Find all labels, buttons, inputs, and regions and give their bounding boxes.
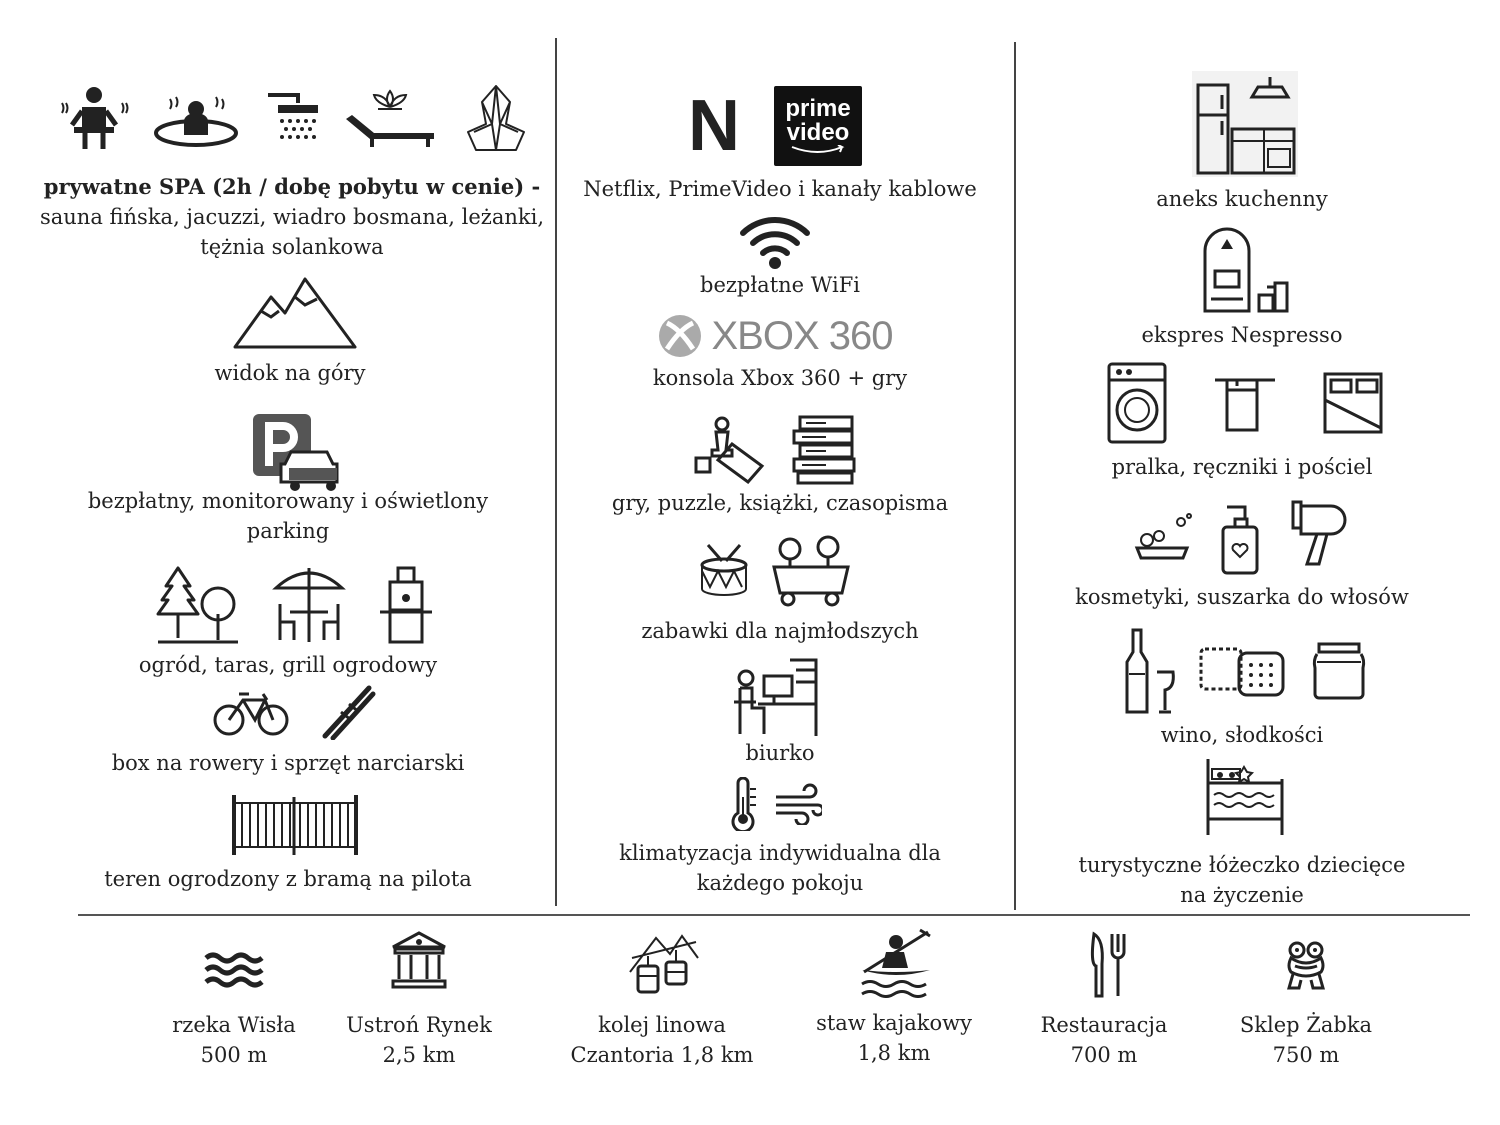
- distance-zabka: [1196, 1010, 1416, 1070]
- bedding-icon: [1321, 370, 1385, 436]
- trees-icon: [154, 564, 242, 646]
- prime-logo-line-1: prime: [785, 95, 851, 122]
- skis-icon: [319, 682, 377, 740]
- kayak-icon-wrap: [786, 928, 1006, 998]
- frog-icon-wrap: [1196, 938, 1416, 994]
- xbox-logo-text: XBOX 360: [711, 313, 893, 358]
- parking-caption-line-1: bezpłatny, monitorowany i oświetlony: [87, 489, 489, 513]
- prime-video-logo: [774, 86, 862, 166]
- spa-caption-line-2: tężnia solankowa: [200, 235, 384, 259]
- desk-icon-wrap: [560, 656, 990, 738]
- crib-caption: [962, 850, 1500, 910]
- mountains-caption: widok na góry: [214, 361, 366, 385]
- kitchen-caption: aneks kuchenny: [1156, 187, 1328, 211]
- nespresso-icon-wrap: [1020, 224, 1470, 314]
- spa-icons: [40, 80, 550, 155]
- thermometer-icon: [728, 777, 758, 831]
- wine-caption: wino, słodkości: [1160, 723, 1324, 747]
- baby-crib-icon: [1204, 755, 1286, 837]
- xbox-logo: [657, 313, 892, 359]
- jacuzzi-icon: [152, 83, 240, 153]
- fence-icon-wrap: [40, 790, 550, 858]
- chess-puzzle-icon: [692, 414, 768, 484]
- river-waves-icon: [204, 950, 264, 990]
- spa-caption-bold: prywatne SPA (2h / dobę pobytu w cenie) -: [43, 174, 541, 199]
- games-icons: [560, 408, 990, 490]
- distance-rynek: [309, 1010, 529, 1070]
- distance-zabka-name: Sklep Żabka: [1239, 1013, 1373, 1037]
- wind-icon: [774, 783, 822, 825]
- distance-cablecar: [552, 1010, 772, 1070]
- bikes-caption: box na rowery i sprzęt narciarski: [111, 751, 465, 775]
- distance-rynek-value: 2,5 km: [382, 1043, 456, 1067]
- restaurant-icon-wrap: [1000, 930, 1220, 998]
- townhall-icon-wrap: [309, 928, 529, 990]
- cable-car-icon: [628, 932, 700, 1000]
- frog-icon: [1285, 940, 1327, 992]
- garden-caption: ogród, taras, grill ogrodowy: [138, 653, 438, 677]
- jam-jar-icon: [1309, 640, 1369, 702]
- cosmetics-caption: kosmetyki, suszarka do włosów: [1075, 585, 1409, 609]
- distance-restaurant-value: 700 m: [1070, 1043, 1138, 1067]
- wifi-icon: [739, 211, 811, 271]
- books-icon: [790, 413, 858, 485]
- prime-logo-line-2: video: [786, 119, 850, 146]
- xbox-sphere-icon: [657, 313, 703, 359]
- wine-icon: [1121, 626, 1177, 716]
- netflix-logo: N: [688, 86, 738, 166]
- toys-icons: [560, 532, 990, 610]
- parking-caption: [8, 486, 568, 546]
- distance-restaurant-name: Restauracja: [1040, 1013, 1168, 1037]
- crib-caption-line-2: na życzenie: [1180, 883, 1304, 907]
- fence-caption: teren ogrodzony z bramą na pilota: [104, 867, 472, 891]
- shower-bucket-icon: [262, 83, 320, 153]
- bike-ski-icons: [40, 682, 550, 740]
- crib-icon-wrap: [1020, 754, 1470, 838]
- nespresso-caption: ekspres Nespresso: [1141, 323, 1343, 347]
- cosmetics-icons: [1020, 496, 1470, 578]
- distance-zabka-value: 750 m: [1272, 1043, 1340, 1067]
- parking-caption-line-2: parking: [246, 519, 330, 543]
- kayak-icon: [858, 928, 934, 998]
- town-hall-icon: [389, 929, 449, 989]
- games-caption: gry, puzzle, książki, czasopisma: [611, 491, 949, 515]
- xbox-caption: konsola Xbox 360 + gry: [652, 366, 908, 390]
- ac-caption-line-2: każdego pokoju: [696, 871, 864, 895]
- mountains-icon: [231, 277, 359, 349]
- grill-icon: [376, 564, 436, 646]
- wifi-caption: bezpłatne WiFi: [700, 273, 860, 297]
- distance-kayak-value: 1,8 km: [857, 1041, 931, 1065]
- laundry-caption: pralka, ręczniki i pościel: [1111, 455, 1373, 479]
- distance-cablecar-name: kolej linowa: [598, 1013, 726, 1037]
- distance-cablecar-value: Czantoria 1,8 km: [570, 1043, 754, 1067]
- salt-crystal-icon: [460, 82, 532, 154]
- crib-caption-line-1: turystyczne łóżeczko dziecięce: [1078, 853, 1406, 877]
- cablecar-icon-wrap: [554, 932, 774, 1000]
- toys-caption: zabawki dla najmłodszych: [641, 619, 919, 643]
- kitchen-icon: [1192, 71, 1298, 177]
- distance-river-value: 500 m: [200, 1043, 268, 1067]
- kitchen-icon-wrap: [1020, 70, 1470, 178]
- ac-icons: [560, 776, 990, 832]
- garden-icons: [40, 564, 550, 646]
- biscuits-icon: [1197, 643, 1289, 699]
- bottom-divider: [78, 914, 1470, 916]
- sauna-person-icon: [58, 83, 130, 153]
- soap-dispenser-icon: [1219, 499, 1261, 575]
- desk-icon: [730, 656, 820, 738]
- terrace-icon: [272, 564, 346, 646]
- amazon-smile-icon: [790, 145, 846, 155]
- parking-icon: [249, 410, 341, 494]
- desk-caption: biurko: [745, 741, 815, 765]
- streaming-logos: [560, 84, 990, 168]
- washing-machine-icon: [1105, 360, 1169, 446]
- lounger-lotus-icon: [342, 83, 438, 153]
- distance-rynek-name: Ustroń Rynek: [346, 1013, 492, 1037]
- coffee-machine-icon: [1195, 225, 1295, 313]
- xbox-logo-wrap: [560, 312, 990, 360]
- mountain-icon-wrap: [40, 276, 550, 350]
- toy-cart-icon: [770, 533, 852, 609]
- fork-knife-icon: [1088, 930, 1132, 998]
- soap-bubbles-icon: [1133, 512, 1193, 562]
- laundry-icons: [1020, 360, 1470, 446]
- drum-icon: [698, 541, 750, 601]
- towel-icon: [1213, 370, 1277, 436]
- bicycle-icon: [213, 686, 289, 736]
- wifi-icon-wrap: [560, 210, 990, 272]
- spa-caption: [12, 172, 572, 262]
- wine-sweets-icons: [1020, 624, 1470, 718]
- fence-gate-icon: [230, 791, 360, 857]
- distance-kayak-name: staw kajakowy: [816, 1011, 972, 1035]
- distance-kayak: [784, 1008, 1004, 1068]
- streaming-caption: Netflix, PrimeVideo i kanały kablowe: [583, 177, 977, 201]
- distance-river-name: rzeka Wisła: [172, 1013, 296, 1037]
- spa-caption-line-1: sauna fińska, jacuzzi, wiadro bosmana, leżanki,: [39, 205, 545, 229]
- parking-icon-wrap: [40, 410, 550, 494]
- hair-dryer-icon: [1287, 498, 1357, 576]
- ac-caption-line-1: klimatyzacja indywidualna dla: [619, 841, 941, 865]
- distance-restaurant: [994, 1010, 1214, 1070]
